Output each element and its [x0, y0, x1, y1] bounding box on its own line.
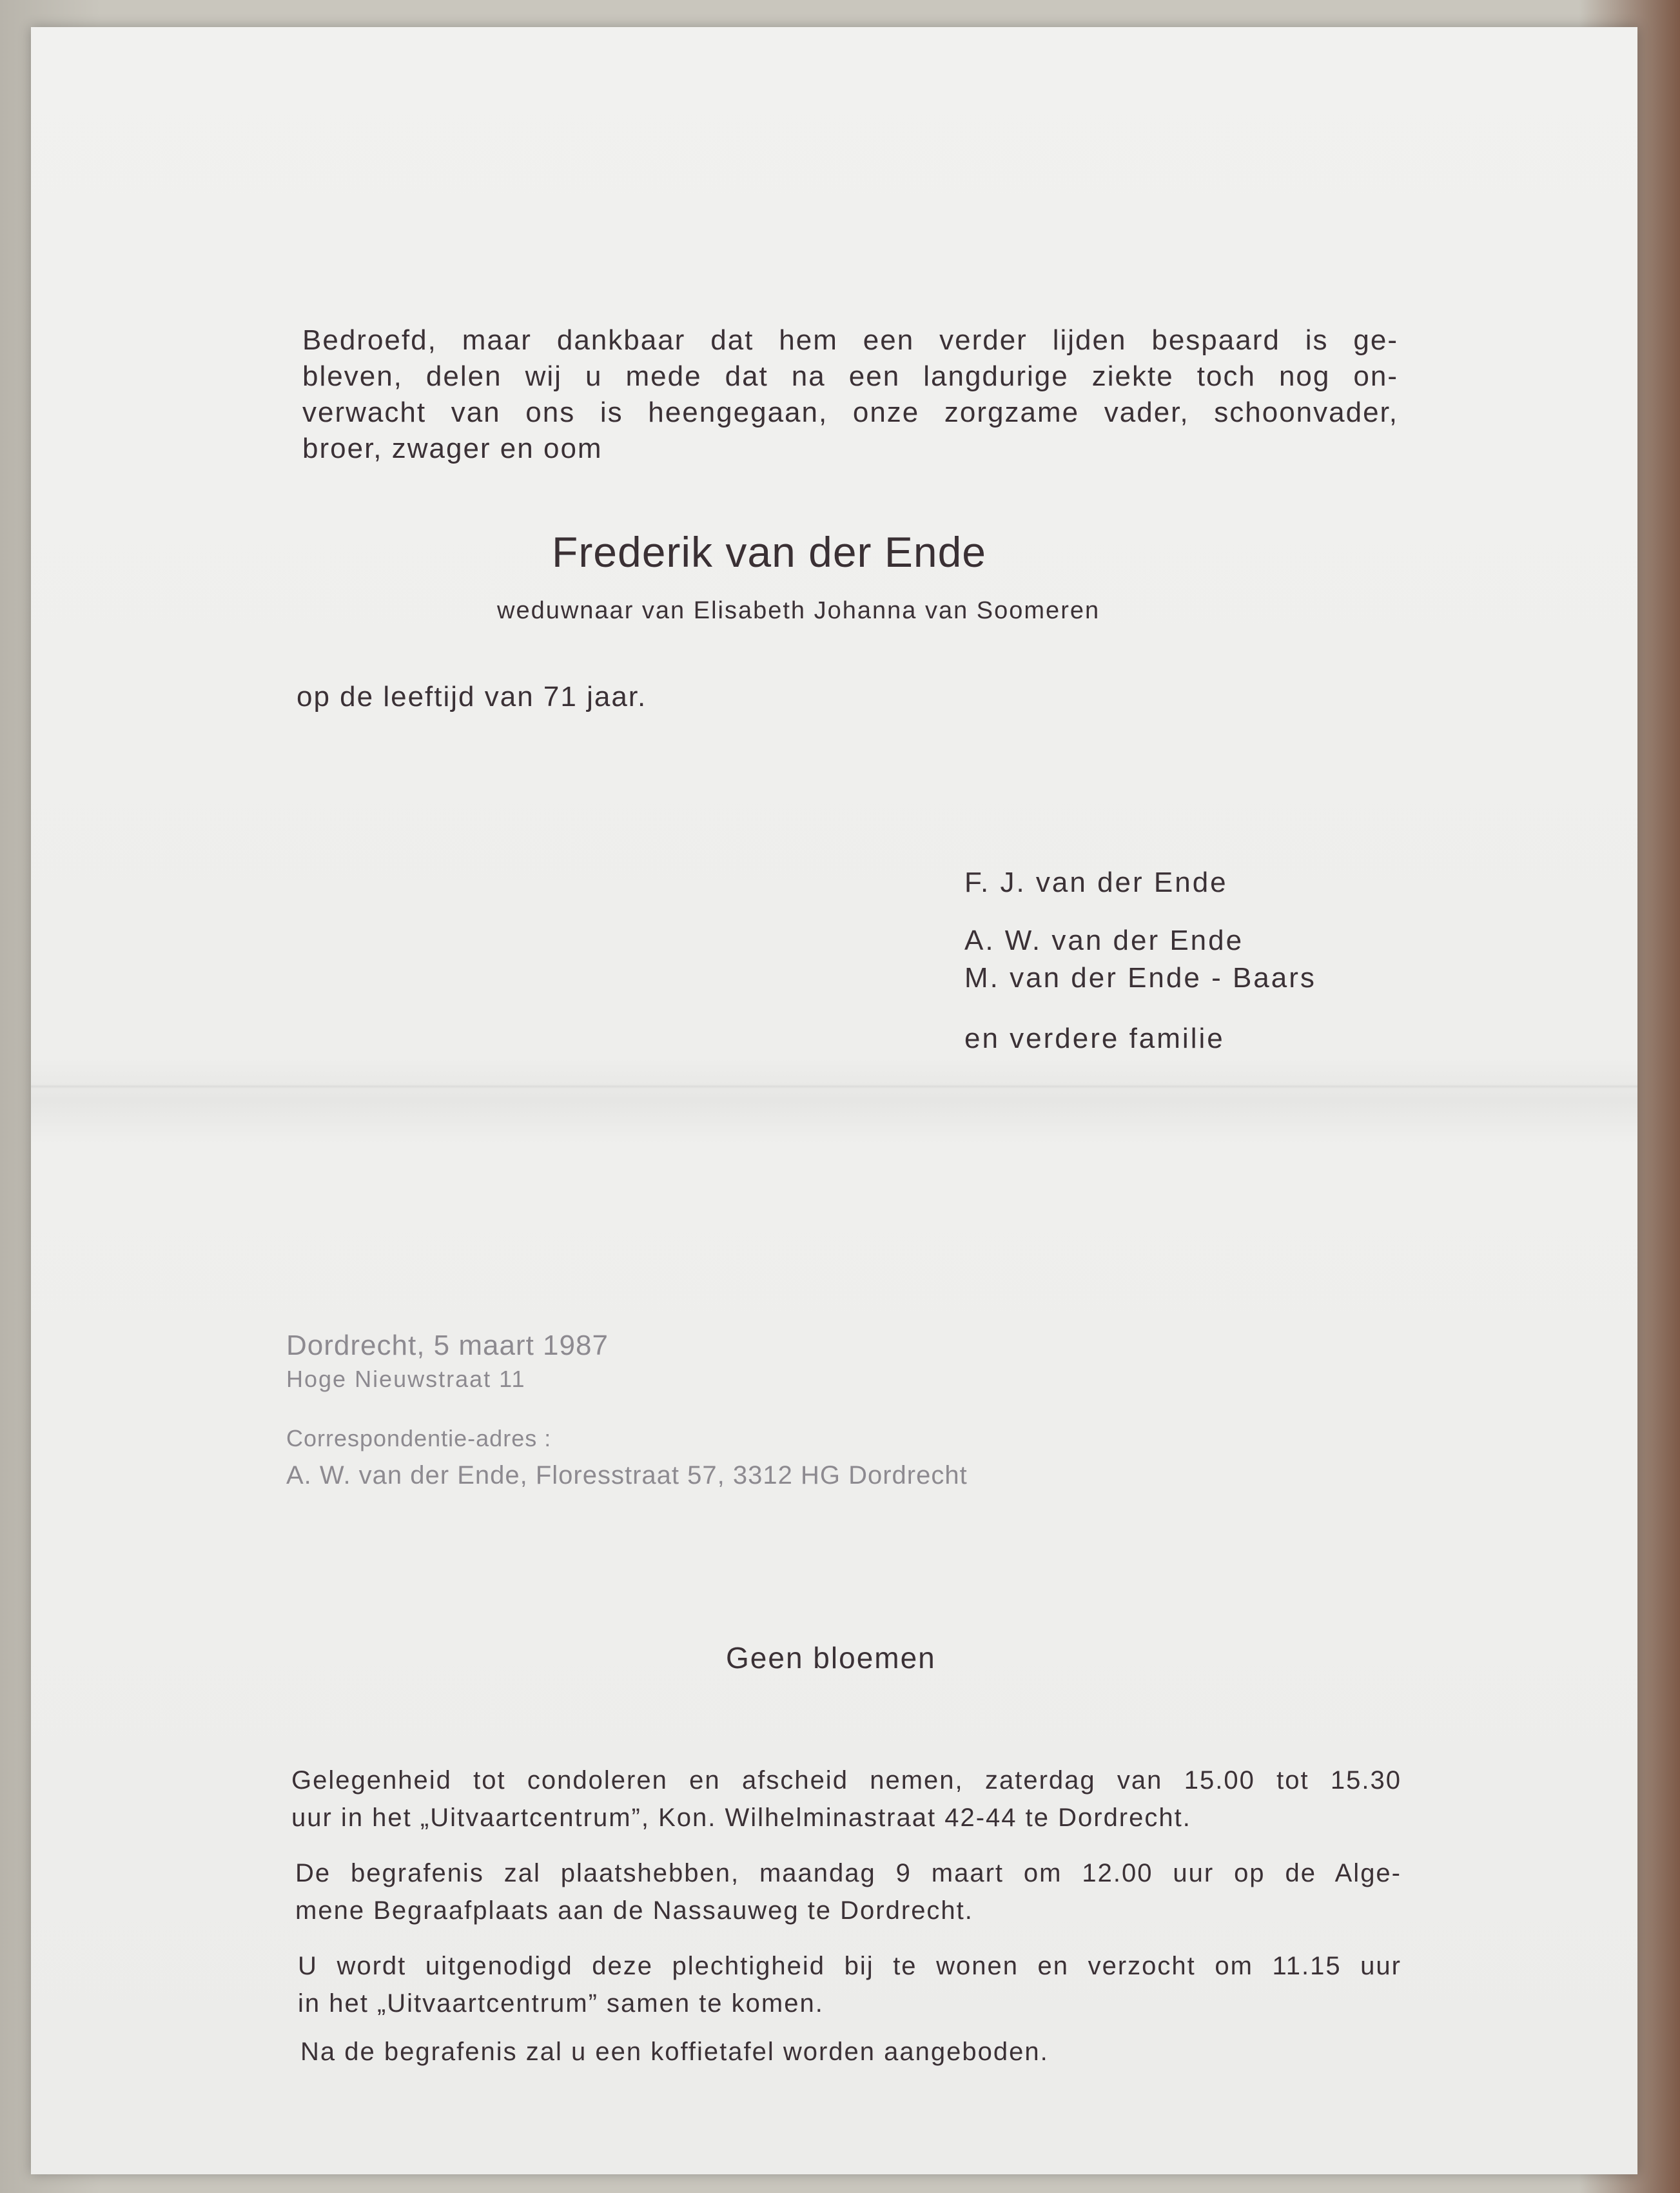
- family-member: A. W. van der Ende: [964, 925, 1244, 956]
- family-member: en verdere familie: [964, 1023, 1225, 1054]
- condolence-line: uur in het „Uitvaartcentrum”, Kon. Wilhelminastraat 42-44 te Dordrecht.: [291, 1804, 1191, 1832]
- age-line: op de leeftijd van 71 jaar.: [297, 681, 647, 713]
- invitation-line: U wordt uitgenodigd deze plechtigheid bij te wonen en verzocht om 11.15 uur: [298, 1952, 1402, 1980]
- stamp-address: Hoge Nieuwstraat 11: [286, 1366, 526, 1392]
- condolence-paragraph: [291, 1762, 1402, 1836]
- stamp-place-date: Dordrecht, 5 maart 1987: [286, 1330, 609, 1361]
- intro-line: verwacht van ons is heengegaan, onze zorgzame vader, schoonvader,: [302, 397, 1398, 428]
- deceased-name: Frederik van der Ende: [552, 528, 987, 576]
- funeral-line: mene Begraafplaats aan de Nassauweg te Dordrecht.: [295, 1896, 973, 1925]
- intro-paragraph: [302, 322, 1398, 467]
- widower-line: weduwnaar van Elisabeth Johanna van Soomeren: [497, 597, 1100, 624]
- family-member: F. J. van der Ende: [964, 867, 1228, 898]
- invitation-paragraph: [298, 1947, 1402, 2022]
- intro-line: broer, zwager en oom: [302, 433, 603, 464]
- condolence-line: Gelegenheid tot condoleren en afscheid nemen, zaterdag van 15.00 tot 15.30: [291, 1766, 1402, 1795]
- stamp-correspondence-address: A. W. van der Ende, Floresstraat 57, 3312 HG Dordrecht: [286, 1461, 968, 1490]
- paper-fold: [31, 1085, 1637, 1088]
- intro-line: Bedroefd, maar dankbaar dat hem een verder lijden bespaard is ge-: [302, 324, 1398, 356]
- family-member: M. van der Ende - Baars: [964, 962, 1316, 994]
- coffee-note: Na de begrafenis zal u een koffietafel worden aangeboden.: [300, 2038, 1049, 2066]
- no-flowers-note: Geen bloemen: [726, 1641, 936, 1675]
- stamp-correspondence-label: Correspondentie-adres :: [286, 1425, 552, 1451]
- funeral-line: De begrafenis zal plaatshebben, maandag 9 maart om 12.00 uur op de Alge-: [295, 1859, 1402, 1887]
- invitation-line: in het „Uitvaartcentrum” samen te komen.: [298, 1989, 824, 2018]
- funeral-paragraph: [295, 1854, 1402, 1929]
- death-notice-card: [31, 27, 1637, 2174]
- intro-line: bleven, delen wij u mede dat na een langdurige ziekte toch nog on-: [302, 360, 1398, 392]
